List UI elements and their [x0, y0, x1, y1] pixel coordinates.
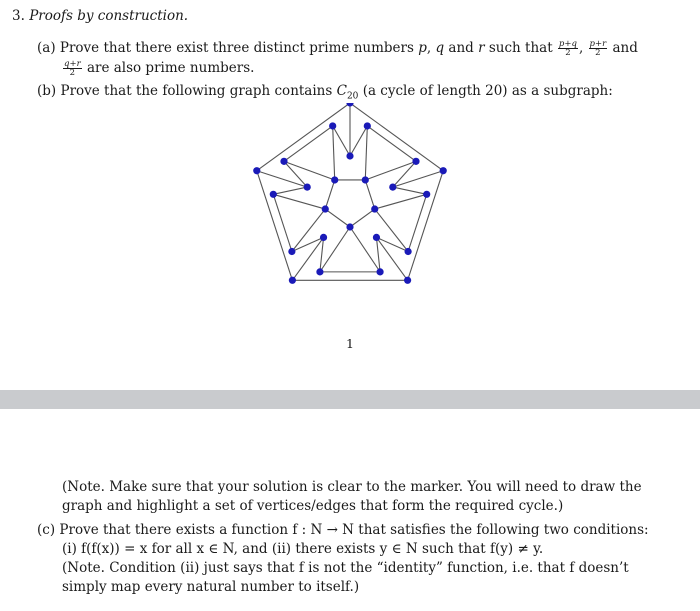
graph-vertex: [270, 191, 277, 198]
problem-title: [12, 8, 188, 25]
graph-edge: [365, 180, 374, 209]
var-r: r: [478, 40, 485, 56]
page-separator: [0, 390, 700, 409]
graph-vertex: [322, 205, 329, 212]
graph-edge: [333, 126, 335, 180]
graph-edge: [350, 227, 380, 272]
graph-vertex: [316, 268, 323, 275]
graph-vertex: [289, 277, 296, 284]
comma: ,: [578, 40, 584, 56]
graph-vertex: [376, 268, 383, 275]
graph-edge: [365, 126, 367, 180]
graph-vertex: [405, 248, 412, 255]
graph-vertex: [362, 176, 369, 183]
graph-edge: [273, 194, 292, 251]
fraction-q-plus-r: [63, 60, 82, 77]
var-p: p: [418, 40, 427, 56]
fraction-denominator: 2: [69, 68, 76, 78]
part-c-line-2: (i) f(f(x)) = x for all x ∈ N, and (ii) there exists y ∈ N such that f(y) ≠ y.: [62, 541, 544, 557]
graph-edge: [320, 227, 350, 272]
graph-vertex: [412, 158, 419, 165]
graph-vertex: [288, 248, 295, 255]
graph-edges: [257, 103, 443, 280]
problem-number: 3.: [12, 8, 25, 24]
part-a-text-before: Prove that there exist three distinct prime numbers: [59, 40, 414, 56]
graph-edge: [257, 171, 293, 281]
cycle-letter: C: [336, 83, 347, 99]
graph-edge: [284, 161, 335, 180]
graph-vertex: [371, 205, 378, 212]
part-c-line-4: simply map every natural number to itself.): [62, 579, 360, 595]
fraction-numerator: q+r: [64, 59, 81, 69]
such-that-text: such that: [488, 40, 553, 56]
part-a-text-after: are also prime numbers.: [86, 60, 255, 76]
part-b-text-after: (a cycle of length 20) as a subgraph:: [362, 83, 613, 99]
graph-edge: [393, 187, 427, 194]
cycle-symbol: [336, 83, 359, 102]
graph-edge: [350, 103, 443, 171]
graph-vertex: [423, 191, 430, 198]
fraction-p-plus-r: [589, 40, 608, 57]
part-c-text-1: Prove that there exists a function f : N → N that satisfies the following two conditions:: [59, 522, 649, 538]
fraction-p-plus-q: [558, 40, 578, 57]
dodecahedral-graph: [250, 103, 450, 303]
fraction-denominator: 2: [565, 48, 571, 58]
cycle-subscript: 20: [346, 91, 359, 102]
graph-edge: [333, 126, 350, 156]
graph-edge: [350, 126, 367, 156]
graph-edge: [325, 209, 350, 227]
graph-edge: [367, 126, 416, 161]
and-word: and: [448, 40, 474, 56]
fraction-numerator: p+r: [589, 39, 607, 49]
graph-vertex: [346, 103, 353, 107]
graph-edge: [273, 194, 325, 209]
comma: ,: [426, 40, 432, 56]
part-a-line-2: [62, 60, 254, 77]
graph-edge: [375, 209, 408, 251]
part-b-label: (b): [37, 83, 57, 99]
graph-vertex: [440, 167, 447, 174]
graph-vertex: [320, 234, 327, 241]
graph-edge: [284, 126, 333, 161]
part-b-text-before: Prove that the following graph contains: [60, 83, 333, 99]
graph-edge: [257, 103, 350, 171]
part-c-line-3: (Note. Condition (ii) just says that f is not the “identity” function, i.e. that f doesn’t: [62, 560, 629, 576]
graph-vertex: [364, 122, 371, 129]
graph-edge: [292, 209, 325, 251]
graph-edge: [365, 161, 416, 180]
part-c-label: (c): [37, 522, 56, 538]
graph-edge: [408, 171, 444, 281]
graph-vertex: [389, 183, 396, 190]
graph-edge: [350, 209, 375, 227]
part-c-line-1: [37, 522, 649, 539]
and-word-2: and: [612, 40, 638, 56]
graph-edge: [273, 187, 307, 194]
part-a-label: (a): [37, 40, 56, 56]
graph-vertex: [346, 223, 353, 230]
graph-vertex: [304, 183, 311, 190]
note-b-line-1: (Note. Make sure that your solution is clear to the marker. You will need to draw the: [62, 479, 642, 495]
part-a-line-1: [37, 40, 638, 57]
fraction-numerator: p+q: [558, 39, 577, 49]
fraction-denominator: 2: [595, 48, 601, 58]
graph-edge: [325, 180, 334, 209]
graph-edge: [408, 194, 427, 251]
var-q: q: [435, 40, 445, 56]
graph-vertex: [253, 167, 260, 174]
graph-vertex: [404, 277, 411, 284]
page-2: [0, 409, 700, 611]
graph-vertex: [329, 122, 336, 129]
problem-title-text: Proofs by construction.: [29, 8, 189, 24]
graph-vertex: [331, 176, 338, 183]
page-number: 1: [346, 336, 354, 351]
graph-vertex: [280, 158, 287, 165]
note-b-line-2: graph and highlight a set of vertices/edges that form the required cycle.): [62, 498, 564, 514]
graph-edge: [375, 194, 427, 209]
graph-vertex: [346, 152, 353, 159]
graph-vertex: [373, 234, 380, 241]
